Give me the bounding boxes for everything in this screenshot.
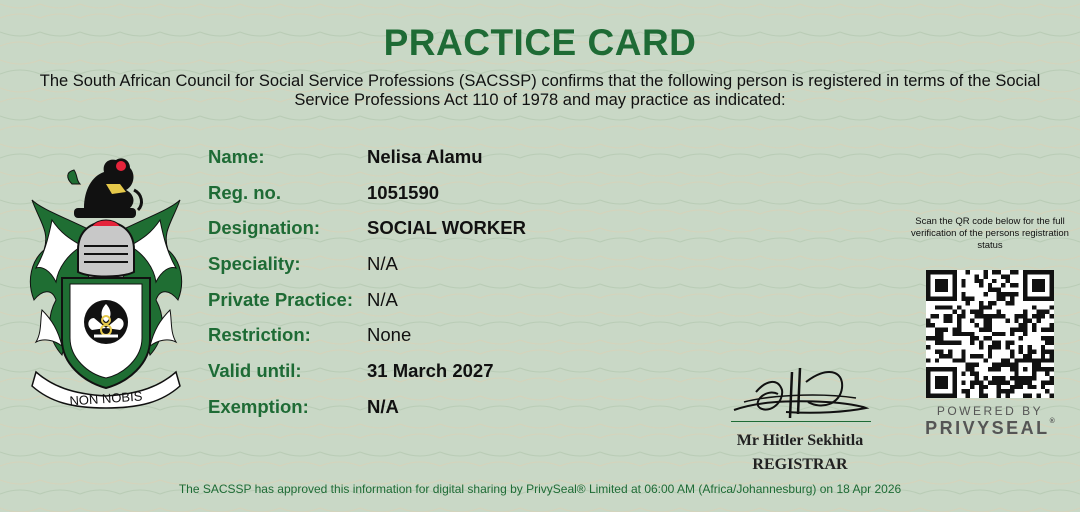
field-value: 1051590 (367, 181, 440, 203)
field-label: Exemption: (208, 395, 309, 417)
coat-of-arms-icon (22, 150, 190, 410)
field-value: N/A (367, 253, 398, 275)
qr-caption: Scan the QR code below for the full verification of the persons registration status (911, 216, 1069, 251)
field-row (208, 217, 628, 253)
qr-code[interactable] (926, 270, 1054, 398)
field-row (208, 324, 628, 360)
field-label: Name: (208, 146, 265, 167)
powered-by-text: POWERED BY (936, 404, 1044, 418)
field-row (208, 146, 628, 182)
field-label: Restriction: (208, 324, 311, 346)
privyseal-brand: PRIVYSEAL (925, 418, 1050, 438)
field-label: Designation: (208, 217, 321, 239)
privyseal-logo (920, 418, 1060, 439)
signature-line (731, 421, 871, 422)
field-row (208, 182, 628, 218)
field-label: Private Practice: (208, 288, 354, 310)
crest-motto: NON NOBIS (68, 388, 143, 409)
field-label: Valid until: (208, 360, 302, 382)
registrar-name: Mr Hitler Sekhitla (736, 432, 864, 449)
field-value: Nelisa Alamu (367, 146, 483, 167)
intro-text: The South African Council for Social Service Professions (SACSSP) confirms that the following person is registered in terms of the Social Service Professions Act 110 of 1978 and may practice as indicated: (39, 72, 1041, 109)
registration-fields (208, 146, 628, 432)
field-value: N/A (367, 395, 399, 417)
registrar-signature (726, 362, 871, 424)
field-label: Reg. no. (208, 181, 281, 203)
field-value: SOCIAL WORKER (367, 217, 526, 239)
field-value: None (367, 324, 412, 346)
field-row (208, 396, 628, 432)
field-label: Speciality: (208, 253, 301, 275)
field-value: N/A (367, 288, 398, 310)
field-row (208, 360, 628, 396)
card-title: PRACTICE CARD (383, 22, 697, 63)
field-row (208, 289, 628, 325)
field-value: 31 March 2027 (367, 360, 494, 382)
footer-note: The SACSSP has approved this information for digital sharing by PrivySeal® Limited at 06:00 AM (Africa/Johannesburg) on 18 Apr 2026 (178, 482, 902, 496)
field-row (208, 253, 628, 289)
privyseal-registered-mark: ® (1049, 418, 1055, 425)
registrar-title: REGISTRAR (752, 456, 848, 473)
